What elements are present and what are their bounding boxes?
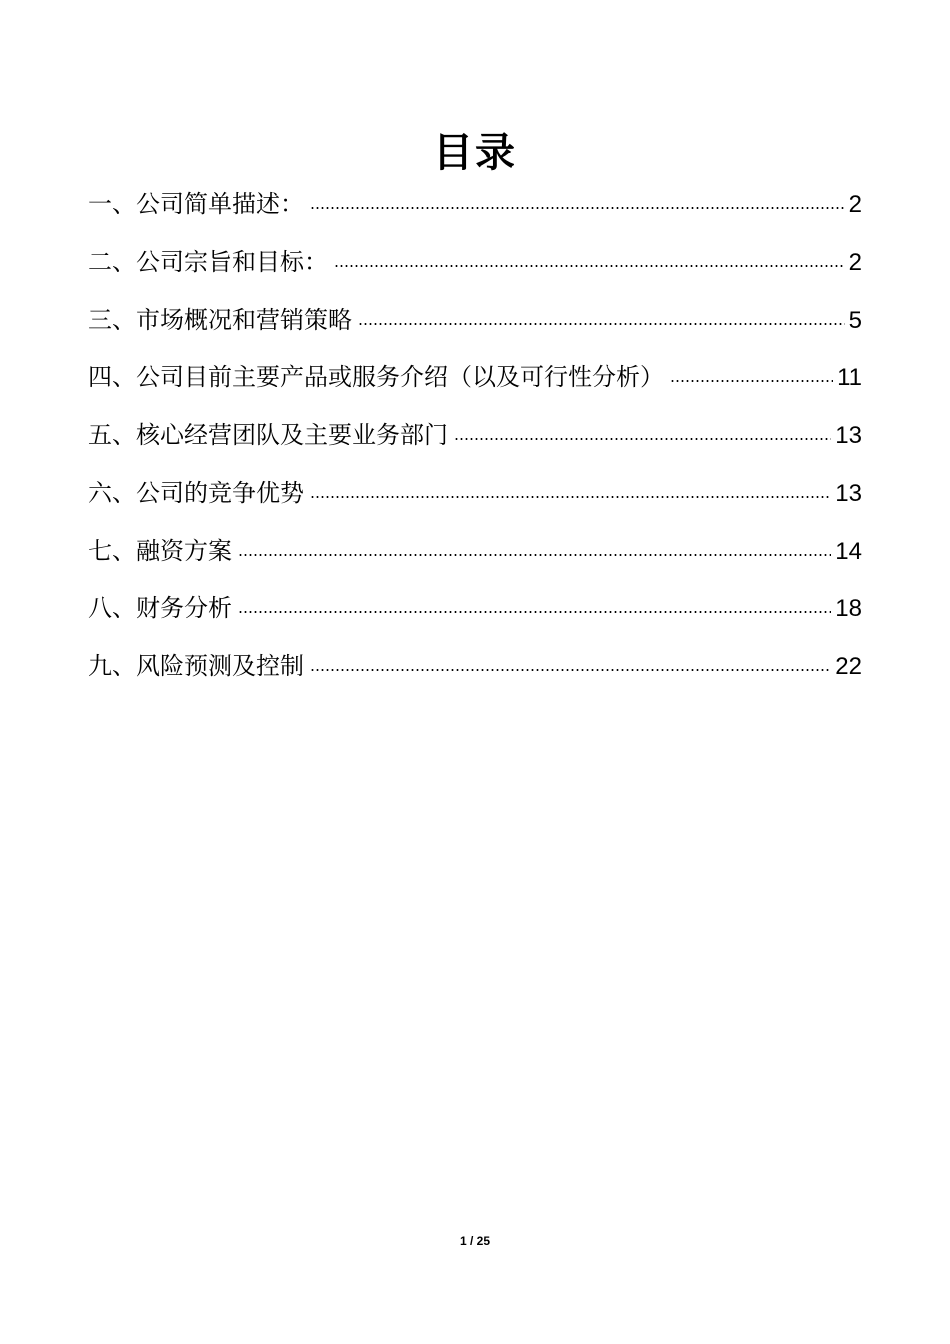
toc-entry-3[interactable]: [88, 298, 862, 356]
dot-leader: [238, 611, 831, 613]
dot-leader: [358, 323, 845, 325]
toc-entry-label: 五、核心经营团队及主要业务部门: [88, 421, 448, 449]
toc-entry-page: 13: [835, 422, 862, 449]
toc-entry-label: 一、公司简单描述：: [88, 190, 304, 218]
toc-entry-label: 三、市场概况和营销策略: [88, 305, 352, 334]
dot-leader: [454, 438, 831, 440]
toc-entry-page: 22: [835, 653, 862, 680]
toc-entry-8[interactable]: [88, 586, 862, 644]
toc-entry-page: 14: [835, 537, 862, 565]
dot-leader: [670, 380, 833, 382]
dot-leader: [310, 669, 831, 671]
toc-entry-9[interactable]: [88, 644, 862, 702]
toc-entry-6[interactable]: [88, 471, 862, 529]
toc-entry-page: 2: [848, 191, 862, 218]
toc-entry-label: 二、公司宗旨和目标：: [88, 247, 328, 276]
toc-entry-label: 六、公司的竞争优势: [88, 478, 304, 507]
dot-leader: [310, 496, 831, 498]
toc-entry-page: 11: [837, 364, 862, 392]
toc-entry-label: 四、公司目前主要产品或服务介绍（以及可行性分析）: [88, 363, 664, 392]
toc-entry-2[interactable]: [88, 240, 862, 298]
toc-entry-page: 18: [835, 595, 862, 623]
page-number: 1 / 25: [459, 1234, 491, 1248]
toc-entry-label: 八、财务分析: [88, 594, 232, 623]
toc-entry-page: 13: [835, 479, 862, 507]
page-title: 目录: [433, 129, 517, 176]
toc-entry-7[interactable]: [88, 529, 862, 587]
dot-leader: [238, 554, 831, 556]
dot-leader: [310, 207, 845, 209]
toc-entry-1[interactable]: [88, 182, 862, 240]
toc-entry-page: 2: [848, 248, 862, 276]
toc-entry-5[interactable]: [88, 413, 862, 471]
table-of-contents: [88, 182, 862, 702]
toc-entry-label: 七、融资方案: [88, 536, 232, 565]
dot-leader: [334, 265, 845, 267]
toc-entry-page: 5: [848, 306, 862, 334]
toc-entry-label: 九、风险预测及控制: [88, 652, 304, 680]
toc-entry-4[interactable]: [88, 355, 862, 413]
